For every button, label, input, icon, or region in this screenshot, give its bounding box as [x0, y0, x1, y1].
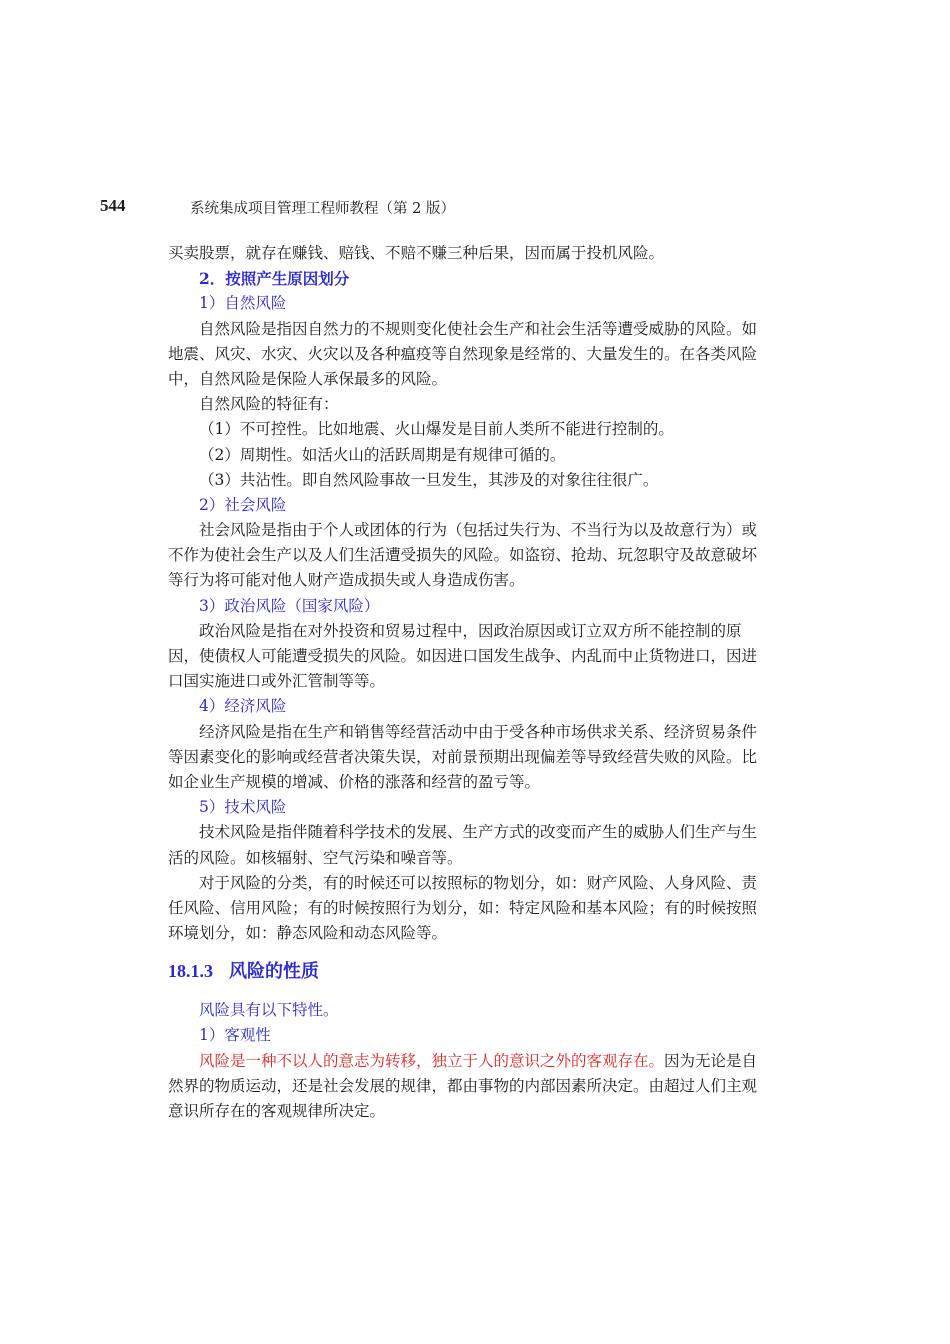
paragraph-line: 任风险、信用风险；有的时候按照行为划分，如：特定风险和基本风险；有的时候按照 [168, 898, 758, 917]
heading-social-risk: 2）社会风险 [199, 495, 287, 514]
page-number: 544 [100, 196, 126, 215]
heading-political-risk: 3）政治风险（国家风险） [199, 596, 380, 615]
paragraph-line: 自然风险是指因自然力的不规则变化使社会生产和社会生活等遭受威胁的风险。如 [199, 319, 758, 338]
paragraph-line: 如企业生产规模的增减、价格的涨落和经营的盈亏等。 [168, 772, 541, 791]
paragraph-line: 社会风险是指由于个人或团体的行为（包括过失行为、不当行为以及故意行为）或 [199, 521, 758, 540]
paragraph-line [168, 1049, 808, 1074]
paragraph-line: 技术风险是指伴随着科学技术的发展、生产方式的改变而产生的威胁人们生产与生 [199, 823, 758, 842]
paragraph-line: 自然风险的特征有： [199, 395, 339, 414]
paragraph-line: 然界的物质运动，还是社会发展的规律，都由事物的内部因素所决定。由超过人们主观 [168, 1076, 758, 1095]
list-item: （1）不可控性。比如地震、火山爆发是目前人类所不能进行控制的。 [199, 420, 674, 439]
heading-natural-risk: 1）自然风险 [199, 294, 287, 313]
paragraph-line: 等因素变化的影响或经营者决策失误，对前景预期出现偏差等导致经营失败的风险。比 [168, 747, 758, 766]
paragraph-line: 口国实施进口或外汇管制等等。 [168, 672, 386, 691]
running-title: 系统集成项目管理工程师教程（第 2 版） [190, 201, 455, 217]
paragraph-line: 因，使债权人可能遭受损失的风险。如因进口国发生战争、内乱而中止货物进口，因进 [168, 647, 758, 665]
subsection-heading-by-cause: 2．按照产生原因划分 [199, 269, 350, 289]
paragraph-line: 地震、风灾、水灾、火灾以及各种瘟疫等自然现象是经常的、大量发生的。在各类风险 [168, 344, 758, 363]
paragraph-line: 活的风险。如核辐射、空气污染和噪音等。 [168, 848, 463, 867]
paragraph-line: 意识所存在的客观规律所决定。 [168, 1102, 386, 1120]
paragraph-line: 经济风险是指在生产和销售等经营活动中由于受各种市场供求关系、经济贸易条件 [199, 722, 758, 741]
section-heading [168, 950, 808, 992]
section-title: 风险的性质 [229, 961, 319, 983]
paragraph-line: 环境划分，如：静态风险和动态风险等。 [168, 924, 448, 943]
list-item: （3）共沾性。即自然风险事故一旦发生，其涉及的对象往往很广。 [199, 470, 659, 489]
paragraph-line: 风险具有以下特性。 [199, 1001, 339, 1020]
heading-economic-risk: 4）经济风险 [199, 697, 287, 716]
heading-objectivity: 1）客观性 [199, 1026, 271, 1045]
page-header [100, 196, 800, 220]
paragraph-line: 对于风险的分类，有的时候还可以按照标的物划分，如：财产风险、人身风险、责 [199, 873, 758, 892]
highlighted-text: 风险是一种不以人的意志为转移，独立于人的意识之外的客观存在。 [199, 1051, 665, 1070]
paragraph-text: 因为无论是自 [664, 1051, 758, 1070]
paragraph-line: 等行为将可能对他人财产造成损失或人身造成伤害。 [168, 571, 525, 590]
paragraph-line: 买卖股票，就存在赚钱、赔钱、不赔不赚三种后果，因而属于投机风险。 [168, 244, 665, 262]
heading-technical-risk: 5）技术风险 [199, 798, 287, 817]
list-item: （2）周期性。如活火山的活跃周期是有规律可循的。 [199, 445, 566, 464]
section-number: 18.1.3 [168, 961, 213, 982]
paragraph-line: 政治风险是指在对外投资和贸易过程中，因政治原因或订立双方所不能控制的原 [199, 621, 742, 640]
page-body [168, 241, 808, 1124]
paragraph-line: 中，自然风险是保险人承保最多的风险。 [168, 369, 448, 388]
paragraph-line: 不作为使社会生产以及人们生活遭受损失的风险。如盗窃、抢劫、玩忽职守及故意破坏 [168, 546, 758, 565]
